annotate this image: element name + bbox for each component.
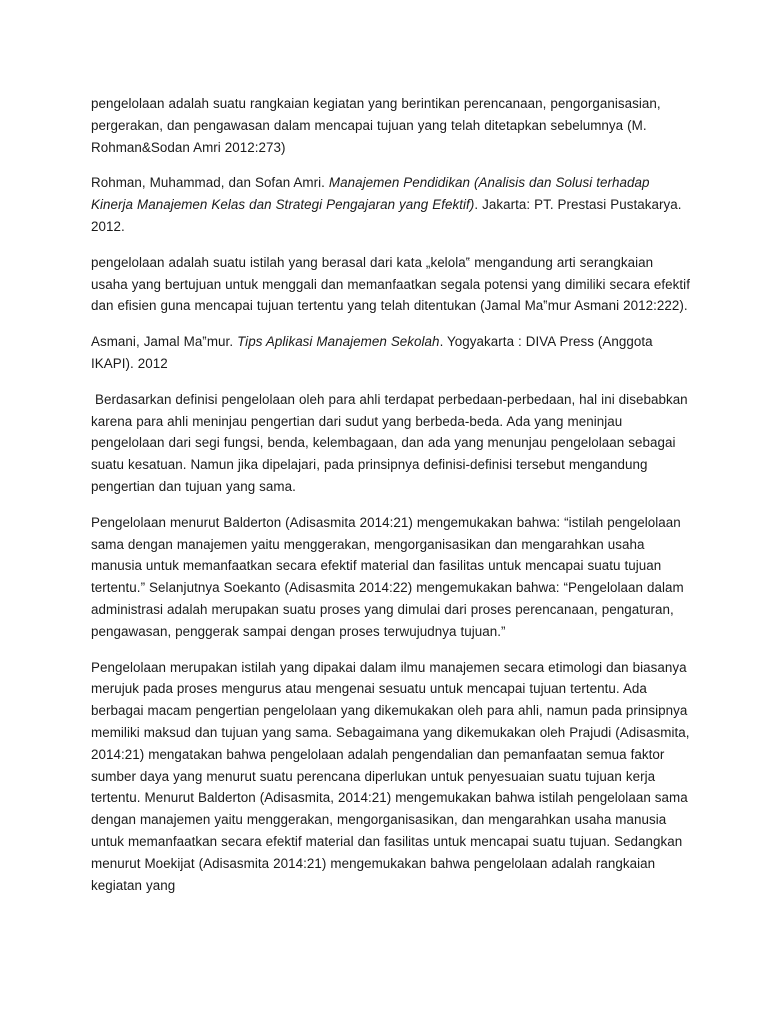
paragraph-balderton-soekanto: Pengelolaan menurut Balderton (Adisasmita 2014:21) mengemukakan bahwa: “istilah pengelolaan sama dengan manajemen yaitu menggerakan, mengorganisasikan dan mengarahkan usaha manusia untuk memanfaatkan secara efektif material dan fasilitas untuk mencapai suatu tujuan tertentu.” Selanjutnya Soekanto (Adisasmita 2014:22) mengemukakan bahwa: “Pengelolaan dalam administrasi adalah merupakan suatu proses yang dimulai dari proses perencanaan, pengaturan, pengawasan, penggerak sampai dengan proses terwujudnya tujuan.” xyxy=(91,514,684,639)
reference-title: Tips Aplikasi Manajemen Sekolah xyxy=(237,334,440,350)
paragraph-definition-rohman: pengelolaan adalah suatu rangkaian kegiatan yang berintikan perencanaan, pengorganisasian, pergerakan, dan pengawasan dalam mencapai tujuan yang telah ditetapkan sebelumnya (M. Rohman&Sodan Amri 2012:273) xyxy=(91,96,661,155)
reference-authors: Rohman, Muhammad, dan Sofan Amri. xyxy=(91,175,329,191)
paragraph-definition-asmani: pengelolaan adalah suatu istilah yang berasal dari kata „kelola‟ mengandung arti serangkaian usaha yang bertujuan untuk menggali dan memanfaatkan segala potensi yang dimiliki secara efektif dan efisien guna mencapai tujuan tertentu yang telah ditentukan (Jamal Ma‟mur Asmani 2012:222). xyxy=(91,254,690,314)
reference-publisher: . Jakarta: PT. Prestasi Pustakarya. 2012. xyxy=(91,197,682,234)
reference-title: Manajemen Pendidikan (Analisis dan Solusi terhadap Kinerja Manajemen Kelas dan Strategi Pengajaran yang Efektif) xyxy=(91,175,650,213)
reference-asmani xyxy=(91,331,691,375)
reference-rohman xyxy=(91,172,691,237)
paragraph-etymology: Pengelolaan merupakan istilah yang dipakai dalam ilmu manajemen secara etimologi dan biasanya merujuk pada proses mengurus atau mengenai sesuatu untuk mencapai tujuan tertentu. Ada berbagai macam pengertian pengelolaan yang dikemukakan oleh para ahli, namun pada prinsipnya memiliki maksud dan tujuan yang sama. Sebagaimana yang dikemukakan oleh Prajudi (Adisasmita, 2014:21) mengatakan bahwa pengelolaan adalah pengendalian dan pemanfaatan semua faktor sumber daya yang menurut suatu perencana diperlukan untuk penyesuaian suatu tujuan kerja tertentu. Menurut Balderton (Adisasmita, 2014:21) mengemukakan bahwa istilah pengelolaan sama dengan manajemen yaitu menggerakan, mengorganisasikan, dan mengarahkan usaha manusia untuk memanfaatkan secara efektif material dan fasilitas untuk mencapai suatu tujuan. Sedangkan menurut Moekijat (Adisasmita 2014:21) mengemukakan bahwa pengelolaan adalah rangkaian kegiatan yang xyxy=(91,659,690,893)
reference-authors: Asmani, Jamal Ma‟mur. xyxy=(91,334,238,350)
document-page xyxy=(91,93,691,910)
reference-publisher: . Yogyakarta : DIVA Press (Anggota IKAPI). 2012 xyxy=(91,334,653,371)
paragraph-differences: Berdasarkan definisi pengelolaan oleh para ahli terdapat perbedaan-perbedaan, hal ini disebabkan karena para ahli meninjau pengertian dari sudut yang berbeda-beda. Ada yang meninjau pengelolaan dari segi fungsi, benda, kelembagaan, dan ada yang menunjau pengelolaan sebagai suatu kesatuan. Namun jika dipelajari, pada prinsipnya definisi-definisi tersebut mengandung pengertian dan tujuan yang sama. xyxy=(91,391,692,494)
